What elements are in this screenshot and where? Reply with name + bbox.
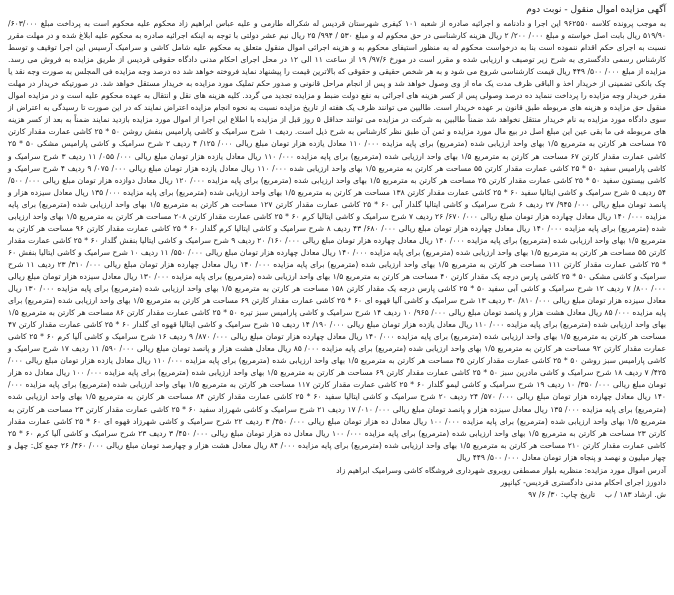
- publication-line: [8, 489, 666, 501]
- publication-separator: [598, 490, 603, 499]
- notice-title: آگهی مزایده اموال منقول - نوبت دوم: [526, 5, 666, 15]
- notice-body: به موجب پرونده کلاسه ۹۶۲۵۵۰ این اجرا و دادنامه و اجرائیه صادره از شعبه ۱۰۱ کیفری شهرستان قردیس له شکراله طارمی و علیه عباس ابراهیم زاد محکوم علیه محکوم است به پرداخت مبلغ ۶۰۳/۰۰۰/ ۵۱۹/۹۰ ریال بابت اصل خواسته و مبلغ ۰۰۰/ ۲۰۰/ ۲ ریال هزینه کارشناسی در حق محکوم له و مبلغ ۵۳۰ / ۹۹۴/ ۲۵ ریال نیم عشر دولتی با توجه به اینکه اجرائیه صادره به محکوم علیه ابلاغ شده و در مهلت مقرر نسبت به اجرای حکم اقدام ننموده است بنا به درخواست محکوم له به منظور استیفای محکوم به و هزینه اجرائی اموال منقول متعلق به محکوم علیه شامل کاشی و سرامیک آرسیس این اجرا توقیف و توسط کارشناس رسمی دادگستری به شرح زیر توصیف و ارزیابی شده و مقرر است در مورخ ۹۷/۶/ ۱۹ از ساعت ۱۱ الی ۱۲ در محل اجرای احکام مدنی دادگاه حقوقی قردیس از طریق مزایده به فروش می رسد. مزایده از مبلغ ۰۰۰/ ۵۰۰/ ۴۴۹ ریال قیمت کارشناسی شروع می شود و به هر شخص حقیقی و حقوقی که بالاترین قیمت را پیشنهاد نماید فروخته خواهد شد ده درصد وجه مزایده فی المجلس به صورت وجه نقد یا چک بانکی تضمینی از خریدار اخذ و الباقی ظرف مدت یک ماه از وی وصول خواهد شد و پس از انجام مراحل قانونی و صدور حکم تملیک مورد مزایده به خریدار مستقل خواهد شد. در صورتیکه خریدار در مهلت مقرر خریدار وجه مزایده را پرداخت ننماید ده درصد وصولی پس از کسر هزینه های اجرائی به نفع دولت ضبط و مزایده تجدید می گردد. کلیه هزینه های نقل و انتقال به عهده محکوم علیه است و در مزایده اموال منقول حق مزایده و هزینه های مربوطه طبق قانون بر عهده خریدار است. طالبین می توانند ظرف یک هفته از تاریخ مزایده نسبت به نحوه انجام مزایده اعتراض نمایند که در این صورت تا رسیدگی به اعتراض از سوی دادگاه مورد مزایده به نام خریدار منتقل نخواهد شد ضمناً طالبین به شرکت در مزایده می توانند حداقل ۵ روز قبل از مزایده با اطلاع این اجرا از اموال مورد مزایده بازدید نمایند ضمناً به بعد از کسر هزینه های مربوطه فی ما بقی عین این مبلغ اصل در بیع مال مورد مزایده و ثمن آن طبق نظر کارشناس به شرح ذیل است. ردیف ۱ شرح سرامیک و کاشی پارامیس بنفش روشن ۵۰ * ۲۵ کاشی عمارت مقدار کارتن ۲۵ مساحت هر کارتن به مترمربع ۱/۵ بهای واحد ارزیابی شده (مترمربع) برای پایه مزایده ۰۰۰/ ۱۱۰ معادل یازده هزار تومان مبلغ ریالی ۰۰۰/ ۱۲۵/ ۴ ردیف ۲ شرح سرامیک و کاشی پارامیس مشکی ۵۰ * ۲۵ کاشی عمارت مقدار کارتن ۶۷ مساحت هر کارتن به مترمربع ۱/۵ بهای واحد ارزیابی شده (مترمربع) برای پایه مزایده ۰۰۰/ ۱۱۰ ریال معادل یازده هزار تومان مبلغ ریالی ۰۰۰/ ۰۵۵/ ۱۱ ردیف ۳ شرح سرامیک و کاشی پارامیس سفید ۵۰ * ۲۵ کاشی عمارت مقدار کارتن ۵۵ مساحت هر کارتن به مترمربع ۱/۵ بهای واحد ارزیابی شده ۰۰۰/ ۱۱۰ ریال معادل یازده هزار تومان مبلغ ریالی ۰۰۰/ ۰۷۵/ ۹ ردیف ۴ شرح سرامیک و کاشی بیستون سفید ۵۰ * ۲۵ کاشی عمارت مقدار کارتن ۲۵ مساحت هر کارتن به مترمربع ۱/۵ بهای واحد ارزیابی شده (مترمربع) برای پایه مزایده ۰۰۰/ ۱۲۰ ریال معادل دوازده هزار تومان مبلغ ریالی ۰۰۰/ ۵۰۰/ ۵۴ ردیف ۵ شرح سرامیک و کاشی ایتالیا سفید ۶۰ * ۲۵ کاشی عمارت مقدار کارتن ۱۳۸ مساحت هر کارتن به مترمربع ۱/۵ بهای واحد ارزیابی شده (مترمربع) برای پایه مزایده ۰۰۰/ ۱۳۵ ریال معادل سیزده هزار و پانصد تومان مبلغ ریالی ۰۰۰/ ۹۴۵/ ۲۷ ردیف ۶ شرح سرامیک و کاشی ایتالیا گلدار آبی ۶۰ * ۲۵ کاشی عمارت مقدار کارتن ۱۲۷ مساحت هر کارتن به مترمربع ۱/۵ بهای واحد ارزیابی شده (مترمربع) برای پایه مزایده ۰۰۰/ ۱۴۰ ریال معادل چهارده هزار تومان مبلغ ریالی ۰۰۰/ ۶۷۰/ ۲۶ ردیف ۷ شرح سرامیک و کاشی ایتالیا کرم ۶۰ * ۲۵ کاشی عمارت مقدار کارتن ۲۰۸ مساحت هر کارتن به مترمربع ۱/۵ بهای واحد ارزیابی شده (مترمربع) برای پایه مزایده ۰۰۰/ ۱۴۰ ریال معادل چهارده هزار تومان مبلغ ریالی ۰۰۰/ ۶۸۰/ ۴۳ ردیف ۸ شرح سرامیک و کاشی ایتالیا کرم گلدار ۶۰ * ۲۵ کاشی عمارت مقدار کارتن ۹۶ مساحت هر کارتن به مترمربع ۱/۵ بهای واحد ارزیابی شده (مترمربع) برای پایه مزایده ۰۰۰/ ۱۴۰ ریال معادل چهارده هزار تومان مبلغ ریالی ۰۰۰/ ۱۶۰/ ۲۰ ردیف ۹ شرح سرامیک و کاشی ایتالیا بنفش گلدار ۶۰ * ۲۵ کاشی عمارت مقدار کارتن ۵۵ مساحت هر کارتن به مترمربع ۱/۵ بهای واحد ارزیابی شده (مترمربع) برای پایه مزایده ۰۰۰/ ۱۴۰ ریال معادل چهارده هزار تومان مبلغ ریالی ۰۰۰/ ۵۵۰/ ۱۱ ردیف ۱۰ شرح سرامیک و کاشی ایتالیا بنفش ۶۰ * ۲۵ کاشی عمارت مقدار کارتن ۱۱۱ مساحت هر کارتن به مترمربع ۱/۵ بهای واحد ارزیابی شده (مترمربع) برای پایه مزایده ۰۰۰/ ۱۴۰ ریال معادل چهارده هزار تومان مبلغ ریالی ۰۰۰/ ۳۱۰/ ۲۳ ردیف ۱۱ شرح سرامیک و کاشی مشکی ۵۰ * ۲۵ کاشی پارس درجه یک مقدار کارتن ۴۰ مساحت هر کارتن به مترمربع ۱/۵ بهای واحد ارزیابی شده (مترمربع) برای پایه مزایده ۰۰۰/ ۱۳۰ ریال معادل سیزده هزار تومان مبلغ ریالی ۰۰۰/ ۸۰۰/ ۷ ردیف ۱۲ شرح سرامیک و کاشی آبی سفید ۵۰ * ۲۵ کاشی پارس درجه یک مقدار کارتن ۱۵۸ مساحت هر کارتن به مترمربع ۱/۵ بهای واحد ارزیابی شده (مترمربع) برای پایه مزایده ۰۰۰/ ۱۳۰ ریال معادل سیزده هزار تومان مبلغ ریالی ۰۰۰/ ۸۱۰/ ۳۰ ردیف ۱۳ شرح سرامیک و کاشی آلیا قهوه ای ۶۰ * ۲۵ کاشی عمارت مقدار کارتن ۶۹ مساحت هر کارتن به مترمربع ۱/۵ بهای واحد ارزیابی شده (مترمربع) برای پایه مزایده ۰۰۰/ ۸۵ ریال معادل هشت هزار و پانصد تومان مبلغ ریالی ۰۰۰/ ۹۶۵/ ۱۰ ردیف ۱۴ شرح سرامیک و کاشی پارامیس سبز تیره ۵۰ * ۲۵ کاشی عمارت مقدار کارتن ۸۶ مساحت هر کارتن به مترمربع ۱/۵ بهای واحد ارزیابی شده (مترمربع) برای پایه مزایده ۰۰۰/ ۱۱۰ ریال معادل یازده هزار تومان مبلغ ریالی ۰۰۰/ ۱۹۰/ ۱۴ ردیف ۱۵ شرح سرامیک و کاشی ایتالیا قهوه ای گلدار ۶۰ * ۲۵ کاشی عمارت مقدار کارتن ۴۷ مساحت هر کارتن به مترمربع ۱/۵ بهای واحد ارزیابی شده (مترمربع) برای پایه مزایده ۰۰۰/ ۱۴۰ ریال معادل چهارده هزار تومان مبلغ ریالی ۰۰۰/ ۸۷۰/ ۹ ردیف ۱۶ شرح سرامیک و کاشی آلیا کرم ۶۰ * ۲۵ کاشی عمارت مقدار کارتن ۹۲ مساحت هر کارتن به مترمربع ۱/۵ بهای واحد ارزیابی شده (مترمربع) برای پایه مزایده ۰۰۰/ ۸۵ ریال معادل هشت هزار و پانصد تومان مبلغ ریالی ۰۰۰/ ۵۹۰/ ۱۱ ردیف ۱۷ شرح سرامیک و کاشی پارامیس سبز روشن ۵۰ * ۲۵ کاشی عمارت مقدار کارتن ۴۵ مساحت هر کارتن به مترمربع ۱/۵ بهای واحد ارزیابی شده (مترمربع) برای پایه مزایده ۰۰۰/ ۱۱۰ ریال معادل یازده هزار تومان مبلغ ریالی ۰۰۰/ ۴۲۵/ ۷ ردیف ۱۸ شرح سرامیک و کاشی مادرین سبز ۵۰ * ۲۵ کاشی عمارت مقدار کارتن ۶۹ مساحت هر کارتن به مترمربع ۱/۵ بهای واحد ارزیابی شده (مترمربع) برای پایه مزایده ۰۰۰/ ۱۰۰ ریال معادل ده هزار تومان مبلغ ریالی ۰۰۰/ ۳۵۰/ ۱۰ ردیف ۱۹ شرح سرامیک و کاشی لیمو گلدار ۶۰ * ۲۵ کاشی عمارت مقدار کارتن ۱۱۷ مساحت هر کارتن به مترمربع ۱/۵ بهای واحد ارزیابی شده (مترمربع) برای پایه مزایده ۰۰۰/ ۱۴۰ ریال معادل چهارده هزار تومان مبلغ ریالی ۰۰۰/ ۵۷۰/ ۲۴ ردیف ۲۰ شرح سرامیک و کاشی ایتالیا سفید ۶۰ * ۲۵ کاشی عمارت مقدار کارتن ۸۴ مساحت هر کارتن به مترمربع ۱/۵ بهای واحد ارزیابی شده (مترمربع) برای پایه مزایده ۰۰۰/ ۱۳۵ ریال معادل سیزده هزار و پانصد تومان مبلغ ریالی ۰۰۰/ ۰۱۰/ ۱۷ ردیف ۲۱ شرح سرامیک و کاشی شهرزاد سفید ۶۰ * ۲۵ کاشی عمارت مقدار کارتن ۲۳ مساحت هر کارتن به مترمربع ۱/۵ بهای واحد ارزیابی شده (مترمربع) برای پایه مزایده ۰۰۰/ ۱۰۰ ریال معادل ده هزار تومان مبلغ ریالی ۰۰۰/ ۴۵۰/ ۳ ردیف ۲۲ شرح سرامیک و کاشی شهرزاد قهوه ای ۶۰ * ۲۵ کاشی عمارت مقدار کارتن ۲۳ مساحت هر کارتن به مترمربع ۱/۵ بهای واحد ارزیابی شده (مترمربع) برای پایه مزایده ۰۰۰/ ۱۰۰ ریال معادل ده هزار تومان مبلغ ریالی ۰۰۰/ ۴۵۰/ ۳ ردیف ۲۳ شرح سرامیک و کاشی آلیا کرم ۶۰ * ۲۵ کاشی عمارت مقدار کارتن ۲۱۰ مساحت هر کارتن به مترمربع ۱/۵ بهای واحد ارزیابی شده (مترمربع) برای پایه مزایده ۰۰۰/ ۸۴ ریال معادل هشت هزار و چهارصد تومان مبلغ ریالی ۰۰۰/ ۴۶۰/ ۲۶ جمع کل: چهل و چهار میلیون و نهصد و پنجاه هزار تومان معادل ۰۰۰/ ۵۰۰/ ۴۴۹ ریال: [8, 19, 667, 462]
- auction-address: آدرس اموال مورد مزایده: منظریه بلوار مصطفی روبروی شهرداری فروشگاه کاشی وسرامیک ابراهیم زاد: [336, 465, 666, 475]
- signature-line: دادورز اجرای احکام مدنی دادگستری قردیس- کیانپور: [500, 477, 666, 487]
- notice-footer: [8, 465, 666, 501]
- publication-number: ش. ارشاد ۱۸۳ / ب: [604, 489, 666, 499]
- print-date: تاریخ چاپ: ۳۰/ ۶/ ۹۷: [528, 489, 596, 499]
